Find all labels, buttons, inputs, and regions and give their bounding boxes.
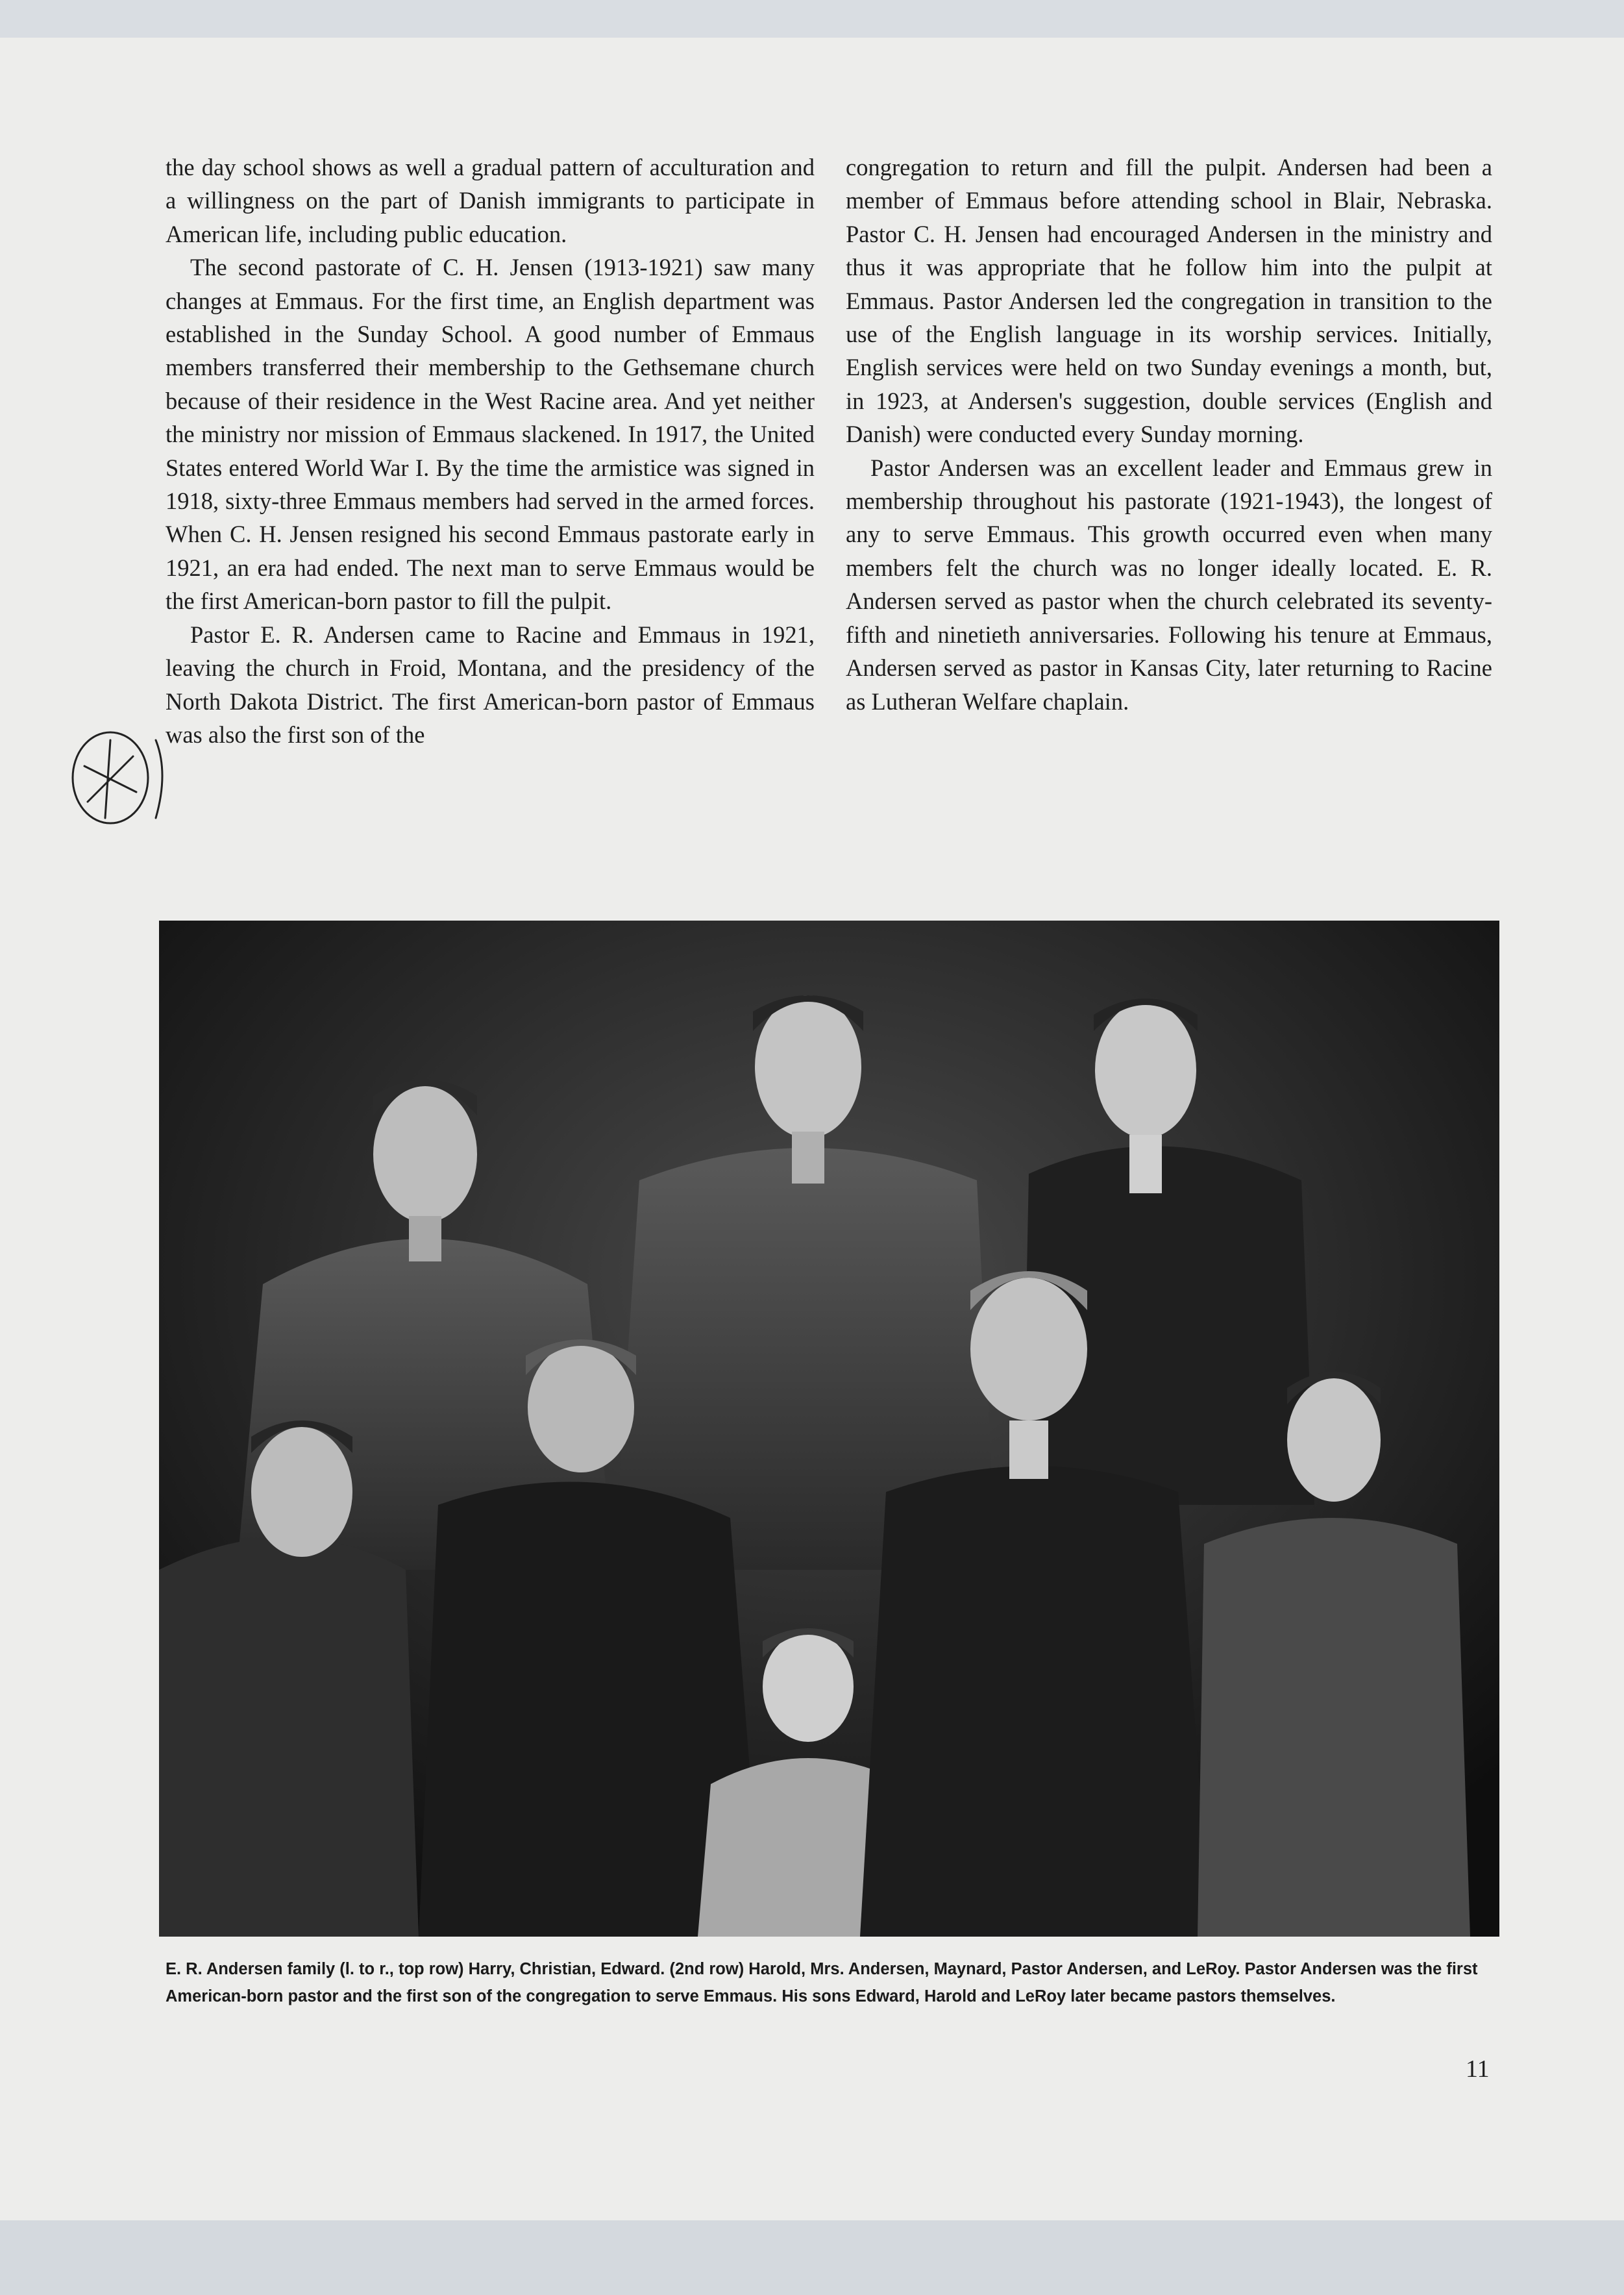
article-right-column xyxy=(846,151,1492,718)
paragraph: congregation to return and fill the pulpit. Andersen had been a member of Emmaus before attending school in Blair, Nebraska. Pastor C. H. Jensen had encouraged Andersen in the ministry and thus it was appropriate that he follow him into the pulpit at Emmaus. Pastor Andersen led the congregation in transition to the use of the English language in its worship services. Initially, English services were held on two Sunday evenings a month, but, in 1923, at Andersen's suggestion, double services (English and Danish) were conducted every Sunday morning. xyxy=(846,154,1492,448)
scanner-bed-edge xyxy=(0,2220,1624,2295)
family-photograph xyxy=(159,921,1499,1937)
paragraph: The second pastorate of C. H. Jensen (1913-1921) saw many changes at Emmaus. For the first time, an English department was established in the Sunday School. A good number of Emmaus members transferred their membership to the Gethsemane church because of their residence in the West Racine area. And yet neither the ministry nor mission of Emmaus slackened. In 1917, the United States entered World War I. By the time the armistice was signed in 1918, sixty-three Emmaus members had served in the armed forces. When C. H. Jensen resigned his second Emmaus pastorate early in 1921, an era had ended. The next man to serve Emmaus would be the first American-born pastor to fill the pulpit. xyxy=(166,254,815,615)
photo-image xyxy=(159,921,1499,1937)
paragraph: Pastor E. R. Andersen came to Racine and Emmaus in 1921, leaving the church in Froid, Montana, and the presidency of the North Dakota District. The first American-born pastor of Emmaus was also the first son of the xyxy=(166,621,815,748)
page-number: 11 xyxy=(1466,2055,1490,2083)
handwritten-star-annotation xyxy=(65,727,169,857)
article-left-column xyxy=(166,151,815,751)
paragraph: the day school shows as well a gradual pattern of acculturation and a willingness on the part of Danish immigrants to participate in American life, including public education. xyxy=(166,154,815,247)
photo-caption: E. R. Andersen family (l. to r., top row) Harry, Christian, Edward. (2nd row) Harold, Mrs. Andersen, Maynard, Pastor Andersen, and LeRoy. Pastor Andersen was the first American-born pastor and the first son of the congregation to serve Emmaus. His sons Edward, Harold and LeRoy later became pastors themselves. xyxy=(166,1960,1478,2005)
paragraph: Pastor Andersen was an excellent leader and Emmaus grew in membership throughout his pastorate (1921-1943), the longest of any to serve Emmaus. This growth occurred even when many members felt the church was no longer ideally located. E. R. Andersen served as pastor when the church celebrated its seventy-fifth and ninetieth anniversaries. Following his tenure at Emmaus, Andersen served as pastor in Kansas City, later returning to Racine as Lutheran Welfare chaplain. xyxy=(846,454,1492,715)
